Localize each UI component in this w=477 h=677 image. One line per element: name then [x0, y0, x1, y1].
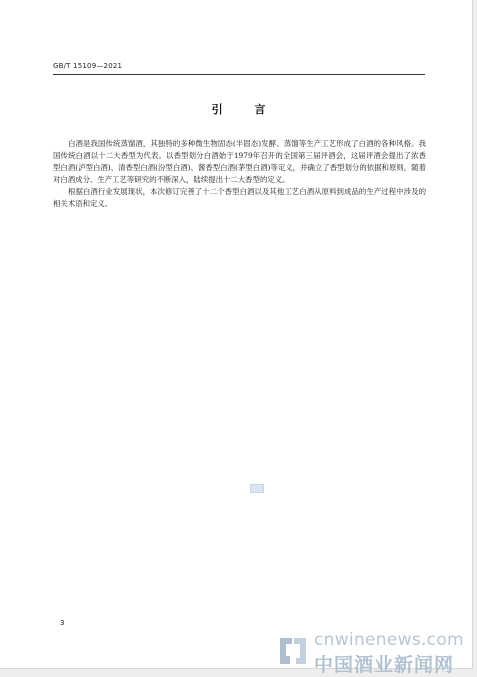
section-title: 引 言	[211, 103, 280, 116]
standard-number: GB/T 15109—2021	[53, 62, 123, 70]
paragraph-2: 根据白酒行业发展现状，本次修订完善了十二个香型白酒以及其他工艺白酒从原料到成品的生产过程中涉及的相关术语和定义。	[53, 187, 426, 208]
header-rule	[53, 74, 425, 75]
watermark-site-name: 中国酒业新闻网	[314, 654, 455, 676]
watermark-domain: cnwinenews.com	[314, 630, 464, 650]
logo-symbol-icon	[276, 634, 310, 668]
paragraph-1: 白酒是我国传统蒸馏酒，其独特的多种微生物固态(半固态)发酵、蒸馏等生产工艺形成了白酒的各种风格。我国传统白酒以十二大香型为代表。以香型划分白酒始于1979年召开的全国第三届评酒会，这届评酒会提出了浓香型白酒(泸型白酒)、清香型白酒(汾型白酒)、酱香型白酒(茅型白酒)等定义，并确立了香型划分的依据和原则。随着对白酒成分、生产工艺等研究的不断深入，陆续提出十二大香型的定义。	[53, 139, 426, 184]
page-number: 3	[60, 619, 65, 627]
faint-watermark-mark	[250, 484, 264, 493]
watermark-logo	[274, 628, 477, 676]
body-text	[53, 138, 426, 210]
